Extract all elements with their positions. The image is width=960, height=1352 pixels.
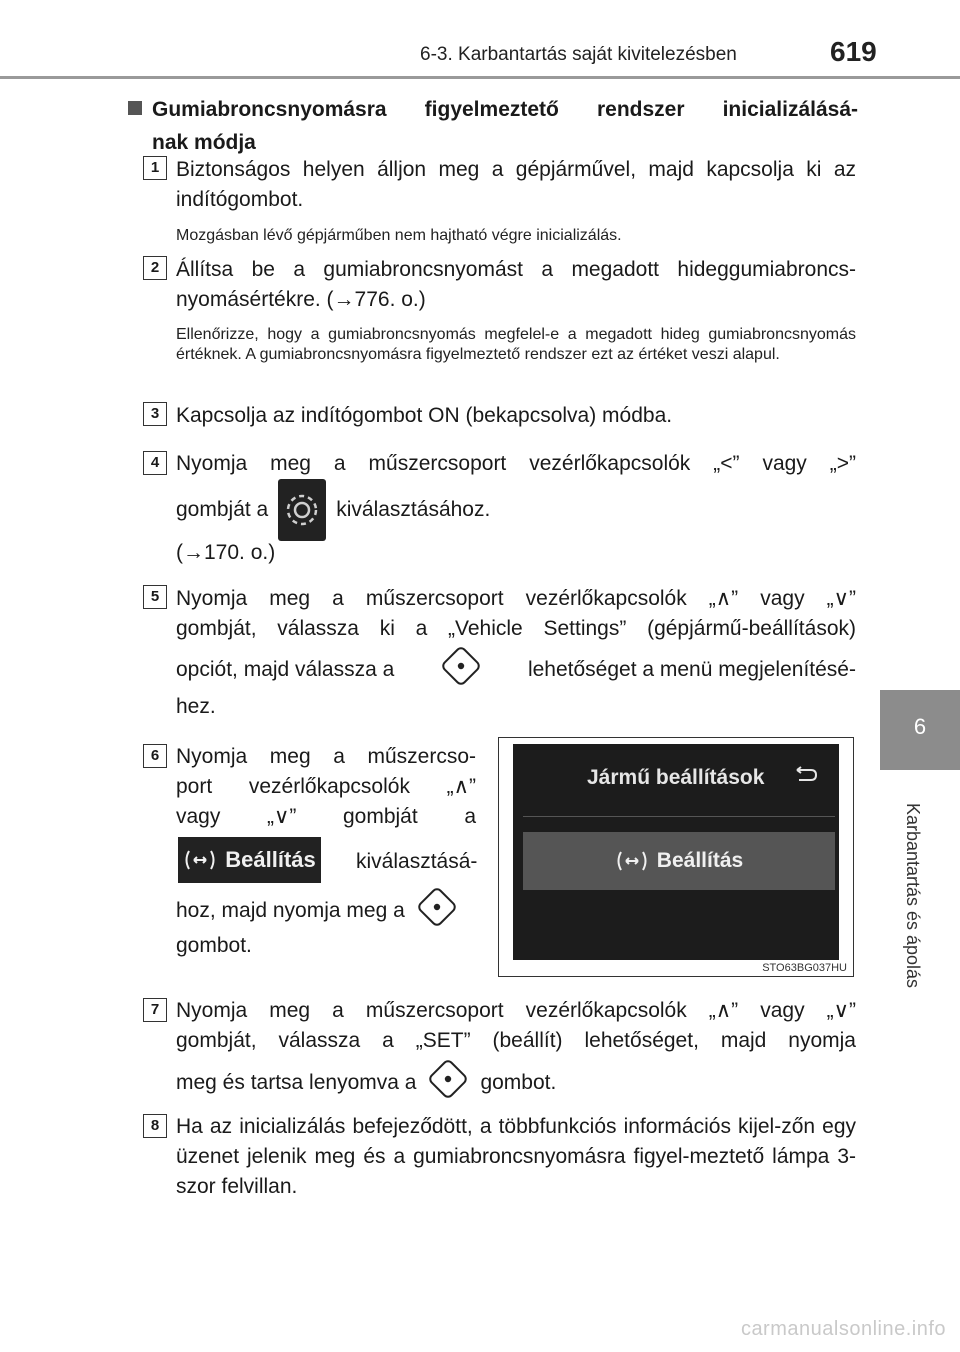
step-number-8: 8 (143, 1114, 167, 1138)
step-number-7: 7 (143, 998, 167, 1022)
step-7-line-3b: gombot. (480, 1071, 557, 1094)
heading-square-icon (128, 101, 142, 115)
step-7-line-3a: meg és tartsa lenyomva a (176, 1071, 417, 1094)
chapter-number: 6 (913, 714, 927, 739)
step-7-line-3 (176, 1058, 856, 1108)
chapter-tab (880, 690, 960, 770)
step-number-5: 5 (143, 585, 167, 609)
step-number-1: 1 (143, 156, 167, 180)
display-illustration (498, 737, 854, 977)
step-1-note: Mozgásban lévő gépjárműben nem hajtható végre inicializálás. (176, 227, 622, 244)
step-5-line-4: hez. (176, 695, 216, 718)
step-number-4: 4 (143, 451, 167, 475)
step-7-line-2: gombját, válassza a „SET” (beállít) lehetőséget, majd nyomja (176, 1029, 856, 1052)
back-arrow-icon (791, 764, 819, 791)
step-5-line-1: Nyomja meg a műszercsoport vezérlőkapcsolók „∧” vagy „∨” (176, 587, 856, 610)
gear-settings-icon (278, 479, 326, 541)
step-2-note: Ellenőrizze, hogy a gumiabroncsnyomás megfelel-e a megadott hideg gumiabroncsnyomás értéknek. A gumiabroncsnyomásra figyelmeztető rendszer ezt az értéket veszi alapul. (176, 326, 856, 363)
ok-button-icon (426, 1057, 470, 1110)
tire-pressure-icon (615, 848, 649, 874)
display-row-label: Beállítás (656, 849, 744, 872)
step-number-6: 6 (143, 744, 167, 768)
step-6-line-6: gombot. (176, 934, 252, 957)
step-6-line-4: kiválasztásá- (356, 850, 478, 873)
step-3-text: Kapcsolja az indítógombot ON (bekapcsolva) módba. (176, 404, 673, 427)
step-6-line-3: vagy „∨” gombját a (176, 805, 476, 828)
chapter-label: Karbantartás és ápolás (903, 802, 924, 988)
step-6-line-1: Nyomja meg a műszercso- (176, 745, 476, 768)
illustration-code: STO63BG037HU (762, 962, 847, 974)
step-6-line-5 (176, 888, 476, 934)
section-heading (128, 93, 858, 159)
display-title: Jármű beállítások (587, 766, 765, 789)
display-selected-row (523, 832, 835, 890)
settings-menu-button-label: Beállítás (225, 847, 316, 872)
tire-pressure-icon (183, 847, 217, 873)
step-4-line-2 (176, 478, 856, 542)
step-5-line-3a: opciót, majd válassza a (176, 658, 395, 681)
step-1-text: Biztonságos helyen álljon meg a gépjárművel, majd kapcsolja ki az indítógombot. (176, 158, 856, 211)
chapter-label-container (893, 790, 933, 1000)
site-watermark: carmanualsonline.info (740, 1318, 946, 1340)
heading-line-2: nak módja (152, 131, 256, 154)
step-4-line-2b: kiválasztásához. (336, 498, 491, 521)
settings-menu-button-image (178, 837, 321, 883)
step-5-line-2: gombját, válassza ki a „Vehicle Settings” (gépjármű-beállítások) (176, 617, 856, 640)
step-4-line-3: (→170. o.) (176, 541, 276, 564)
ok-button-icon (415, 885, 459, 938)
display-screen (513, 744, 839, 960)
page-number: 619 (830, 36, 877, 67)
section-title: 6-3. Karbantartás saját kivitelezésben (420, 44, 737, 65)
step-5-line-3b: lehetőséget a menü megjelenítésé- (527, 658, 856, 681)
step-number-2: 2 (143, 256, 167, 280)
step-6-line-2: port vezérlőkapcsolók „∧” (176, 775, 476, 798)
step-4-line-2a: gombját a (176, 498, 269, 521)
step-6-line-5a: hoz, majd nyomja meg a (176, 899, 405, 922)
heading-line-1: Gumiabroncsnyomásra figyelmeztető rendszer inicializálásá- (152, 98, 858, 121)
step-5-line-3 (176, 644, 856, 696)
step-7-line-1: Nyomja meg a műszercsoport vezérlőkapcsolók „∧” vagy „∨” (176, 999, 856, 1022)
step-4-line-1: Nyomja meg a műszercsoport vezérlőkapcsolók „<” vagy „>” (176, 452, 856, 475)
step-2-text: Állítsa be a gumiabroncsnyomást a megadott hideggumiabroncs-nyomásértékre. (→776. o.) (176, 258, 856, 311)
step-8-text: Ha az inicializálás befejeződött, a többfunkciós információs kijel-zőn egy üzenet jelenik meg és a gumiabroncsnyomásra figyel-meztető lámpa 3-szor felvillan. (176, 1115, 856, 1198)
display-divider (523, 816, 835, 817)
ok-button-icon (439, 644, 483, 697)
step-number-3: 3 (143, 402, 167, 426)
header-divider (0, 76, 960, 79)
